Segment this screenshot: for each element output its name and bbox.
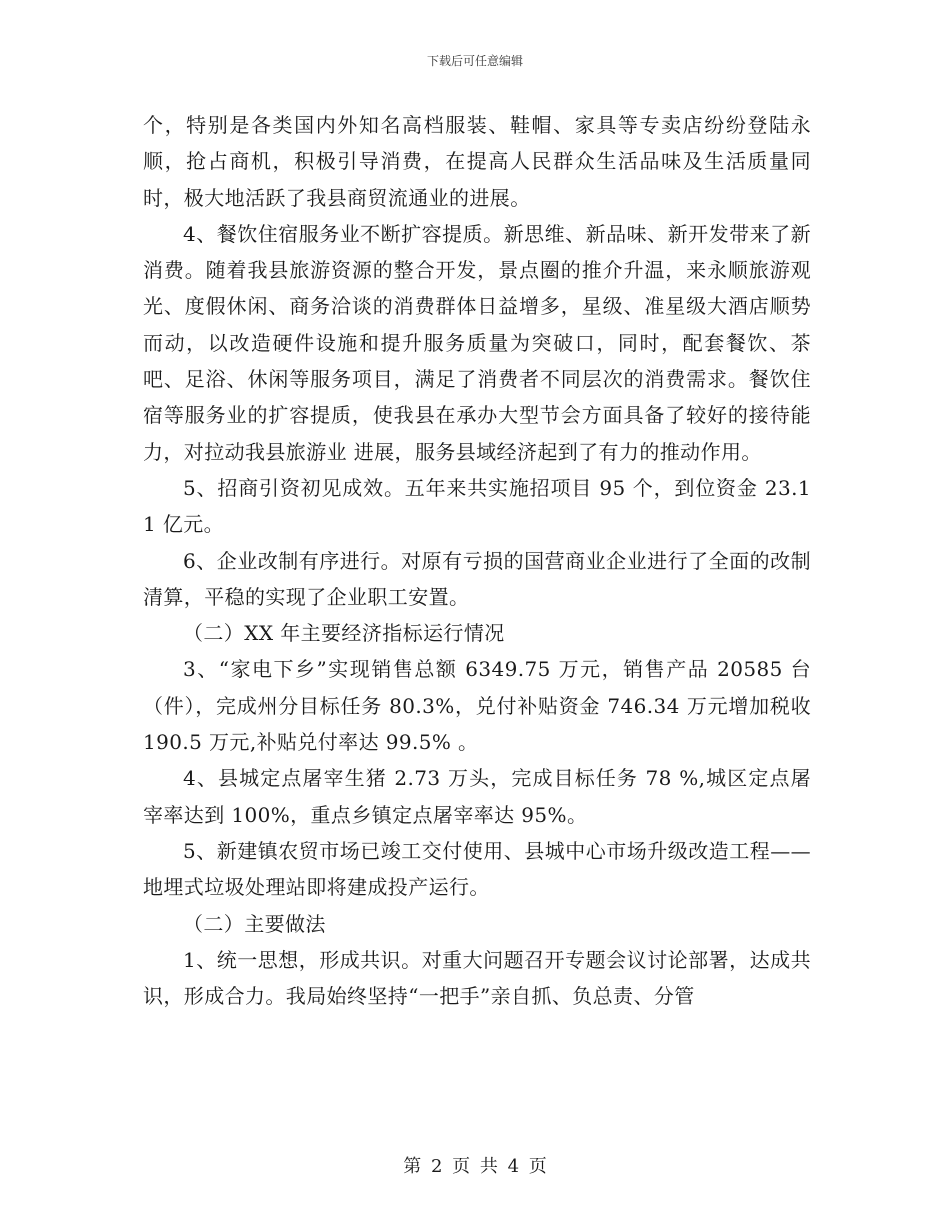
section-heading-practices: （二）主要做法: [183, 911, 326, 936]
paragraph-continuation: 个，特别是各类国内外知名高档服装、鞋帽、家具等专卖店纷纷登陆永顺，抢占商机，积极引导消费，在提高人民群众生活品味及生活质量同时，极大地活跃了我县商贸流通业的进展。: [143, 113, 811, 210]
paragraph-appliances: 3、“家电下乡”实现销售总额 6349.75 万元，销售产品 20585 台（件），完成州分目标任务 80.3%，兑付补贴资金 746.34 万元增加税收 190.5 万元,补贴兑付率达 99.5% 。: [143, 657, 811, 755]
paragraph-enterprise-reform: 6、企业改制有序进行。对原有亏损的国营商业企业进行了全面的改制清算，平稳的实现了企业职工安置。: [143, 548, 811, 609]
paragraph-catering: 4、餐饮住宿服务业不断扩容提质。新思维、新品味、新开发带来了新消费。随着我县旅游资源的整合开发，景点圈的推介升温，来永顺旅游观光、度假休闲、商务洽谈的消费群体日益增多，星级、准星级大酒店顺势而动，以改造硬件设施和提升服务质量为突破口，同时，配套餐饮、茶吧、足浴、休闲等服务项目，满足了消费者不同层次的消费需求。餐饮住宿等服务业的扩容提质，使我县在承办大型节会方面具备了较好的接待能力，对拉动我县旅游业 进展，服务县域经济起到了有力的推动作用。: [143, 221, 811, 464]
paragraph-market: 5、新建镇农贸市场已竣工交付使用、县城中心市场升级改造工程——地埋式垃圾处理站即将建成投产运行。: [143, 838, 811, 900]
page-header-note: 下载后可任意编辑: [426, 54, 523, 68]
paragraph-unify-thinking: 1、统一思想，形成共识。对重大问题召开专题会议讨论部署，达成共识，形成合力。我局始终坚持“一把手”亲自抓、负总责、分管: [143, 947, 811, 1009]
paragraph-slaughter: 4、县城定点屠宰生猪 2.73 万头，完成目标任务 78 %,城区定点屠宰率达到 100%，重点乡镇定点屠宰率达 95%。: [143, 766, 811, 827]
document-body: [143, 107, 811, 1014]
page-number: 第 2 页 共 4 页: [403, 1156, 547, 1177]
section-heading-indicators: （二）XX 年主要经济指标运行情况: [183, 621, 505, 646]
paragraph-investment: 5、招商引资初见成效。五年来共实施招项目 95 个，到位资金 23.11 亿元。: [143, 475, 811, 537]
